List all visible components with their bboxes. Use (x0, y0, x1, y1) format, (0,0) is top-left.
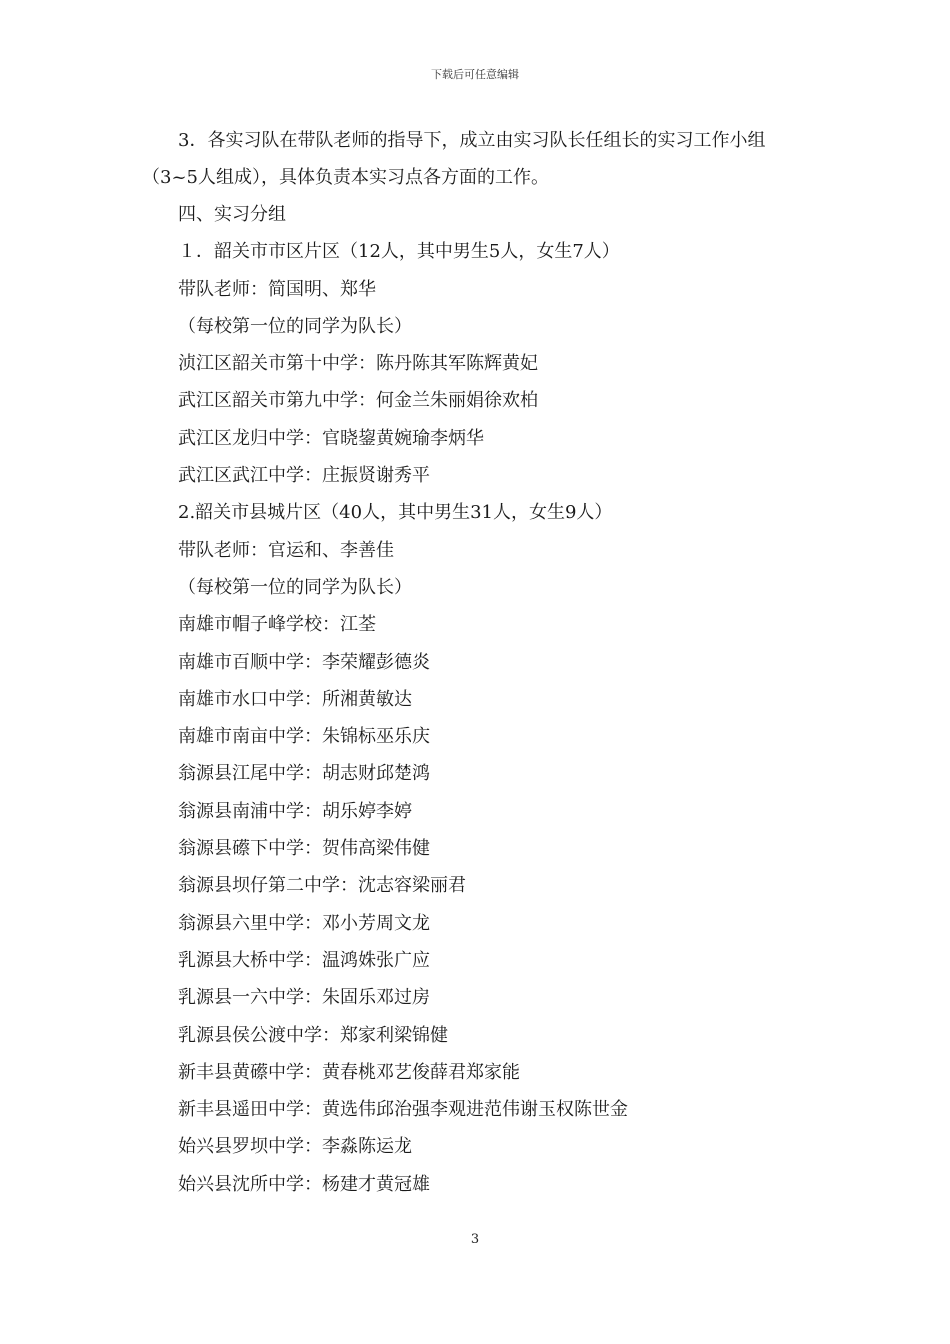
school-line: 始兴县罗坝中学：李淼陈运龙 (178, 1136, 412, 1158)
school-line: 乳源县侯公渡中学：郑家利梁锦健 (178, 1024, 448, 1046)
supervisor-line: 带队老师：简国明、郑华 (178, 278, 376, 300)
school-line: 武江区龙归中学：官晓鋆黄婉瑜李炳华 (178, 427, 484, 449)
group-heading-county: 2.韶关市县城片区（40人，其中男生31人，女生9人） (178, 502, 613, 524)
school-line: 始兴县沈所中学：杨建才黄冠雄 (178, 1173, 430, 1195)
section-heading: 四、实习分组 (178, 204, 286, 225)
school-line: 翁源县南浦中学：胡乐婷李婷 (178, 800, 412, 822)
note-line: （每校第一位的同学为队长） (178, 576, 412, 598)
school-line: 翁源县江尾中学：胡志财邱楚鸿 (178, 763, 430, 785)
page-number: 3 (470, 1232, 480, 1247)
school-line: 南雄市水口中学：所湘黄敏达 (178, 688, 412, 710)
supervisor-line: 带队老师：官运和、李善佳 (178, 539, 394, 561)
school-line: 翁源县坝仔第二中学：沈志容梁丽君 (178, 875, 466, 897)
school-line: 武江区韶关市第九中学：何金兰朱丽娟徐欢柏 (178, 390, 538, 412)
school-line: 武江区武江中学：庄振贤谢秀平 (178, 465, 430, 487)
school-line: 南雄市百顺中学：李荣耀彭德炎 (178, 651, 430, 673)
page-header: 下载后可任意编辑 (431, 68, 519, 81)
school-line: 乳源县一六中学：朱固乐邓过房 (178, 987, 430, 1009)
document-body (142, 122, 812, 1203)
school-line: 新丰县遥田中学：黄选伟邱治强李观进范伟谢玉权陈世金 (178, 1099, 628, 1121)
note-line: （每校第一位的同学为队长） (178, 315, 412, 337)
intro-paragraph: 3．各实习队在带队老师的指导下，成立由实习队长任组长的实习工作小组（3~5人组成），具体负责本实习点各方面的工作。 (142, 130, 766, 188)
school-line: 翁源县礤下中学：贺伟高梁伟健 (178, 838, 430, 860)
school-line: 南雄市帽子峰学校：江荃 (178, 614, 376, 636)
school-line: 南雄市南亩中学：朱锦标巫乐庆 (178, 726, 430, 748)
school-line: 浈江区韶关市第十中学：陈丹陈其军陈辉黄妃 (178, 353, 538, 375)
school-line: 乳源县大桥中学：温鸿姝张广应 (178, 949, 430, 971)
school-line: 新丰县黄礤中学：黄春桃邓艺俊薛君郑家能 (178, 1061, 520, 1083)
school-line: 翁源县六里中学：邓小芳周文龙 (178, 912, 430, 934)
group-heading-urban: １．韶关市市区片区（12人，其中男生5人，女生7人） (178, 241, 620, 263)
